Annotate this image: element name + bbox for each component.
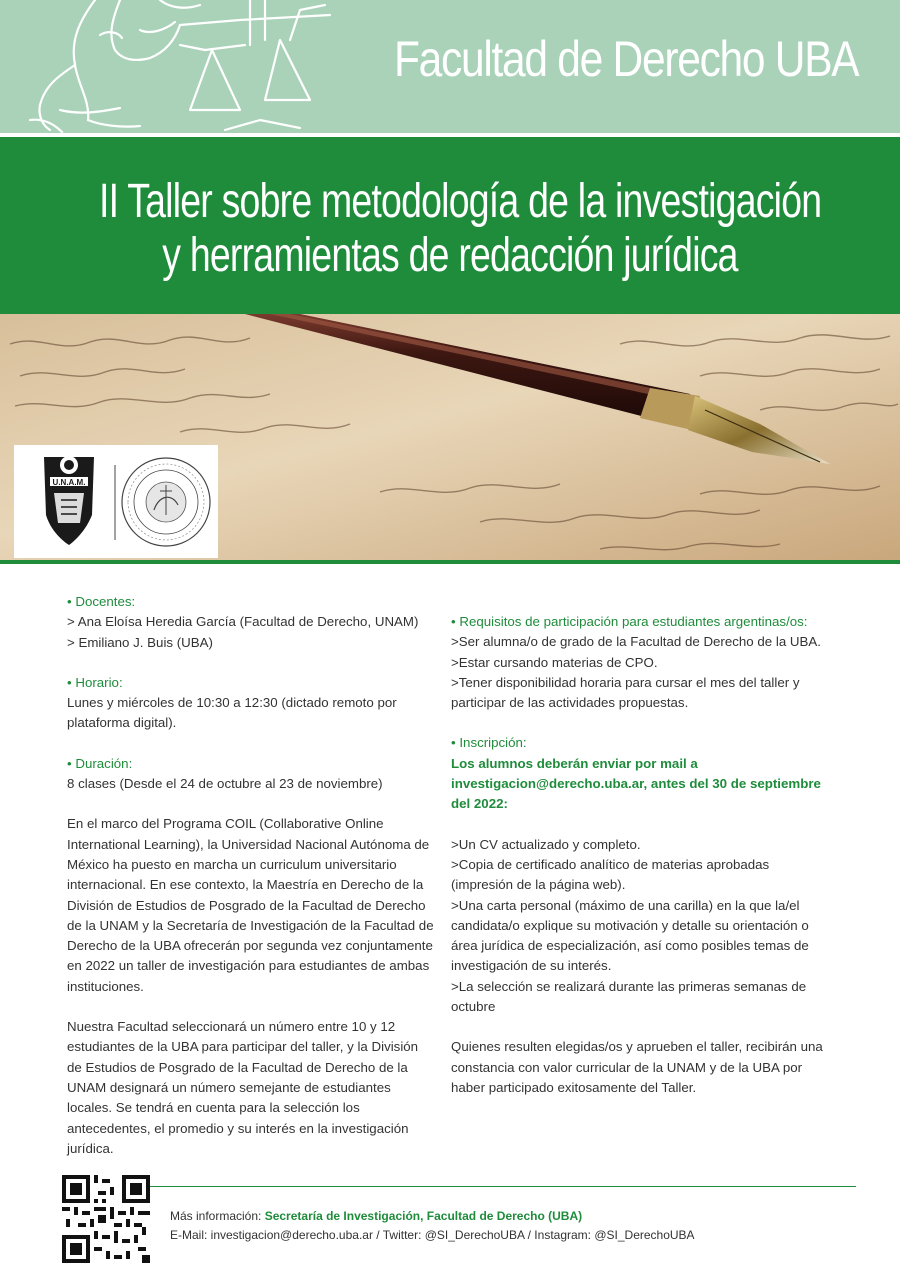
logos-panel [14, 445, 218, 558]
paragraph-line: jurídica. [67, 1140, 114, 1156]
paragraph-line: de la UNAM y la Secretaría de Investigación de la Facultad de [67, 917, 434, 933]
right-column [451, 612, 831, 1098]
inscripcion-item: >Un CV actualizado y completo. [451, 836, 641, 852]
inscripcion-instruction: Los alumnos deberán enviar por mail a [451, 755, 698, 771]
unam-logo [44, 456, 94, 545]
left-column [67, 592, 442, 1159]
inscripcion-item: octubre [451, 999, 496, 1015]
paragraph-line: de Estudios de Posgrado de la Facultad de Derecho de la [67, 1059, 408, 1075]
inscripcion-item: candidata/o explique su motivación y detalle su orientación o [451, 917, 809, 933]
paragraph-line: Derecho de la UBA ofrecerán por segunda vez conjuntamente [67, 938, 433, 954]
footer-divider [150, 1186, 856, 1187]
header-band [0, 0, 900, 133]
inscripcion-item: >Copia de certificado analítico de materias aprobadas [451, 856, 770, 872]
paragraph-line: en 2022 un taller de investigación para estudiantes de ambas [67, 958, 430, 974]
more-info [170, 1209, 582, 1223]
contact-line[interactable]: E-Mail: investigacion@derecho.uba.ar / Twitter: @SI_DerechoUBA / Instagram: @SI_DerechoUBA [170, 1228, 695, 1242]
docente-item: > Emiliano J. Buis (UBA) [67, 634, 213, 650]
duracion-heading: • Duración: [67, 755, 133, 771]
paragraph-coil [67, 814, 442, 997]
paragraph-line: En el marco del Programa COIL (Collaborative Online [67, 816, 384, 832]
paragraph-line: instituciones. [67, 978, 144, 994]
paragraph-selection [67, 1017, 442, 1159]
qr-code[interactable] [62, 1175, 150, 1263]
horario-text: plataforma digital). [67, 715, 177, 731]
requisito-item: >Estar cursando materias de CPO. [451, 654, 658, 670]
uba-seal [122, 458, 210, 546]
paragraph-line: International Learning), la Universidad Nacional Autónoma de [67, 836, 430, 852]
inscripcion-item: (impresión de la página web). [451, 877, 626, 893]
paragraph-line: Nuestra Facultad seleccionará un número entre 10 y 12 [67, 1019, 396, 1035]
requisito-item: >Ser alumna/o de grado de la Facultad de Derecho de la UBA. [451, 634, 821, 650]
paragraph-line: antecedentes, el promedio y su interés en la investigación [67, 1120, 409, 1136]
requisitos-heading: • Requisitos de participación para estudiantes argentinas/os: [451, 614, 808, 629]
paragraph-line: estudiantes de la UBA para participar del taller, y la División [67, 1039, 419, 1055]
title-band [0, 137, 900, 314]
inscripcion-item: área jurídica de especialización, así como posibles temas de [451, 938, 809, 954]
closing-line: haber participado exitosamente del Taller. [451, 1079, 697, 1095]
duracion-text: 8 clases (Desde el 24 de octubre al 23 de noviembre) [67, 776, 383, 792]
requisito-item: >Tener disponibilidad horaria para cursar el mes del taller y [451, 674, 800, 690]
paragraph-line: División de Estudios de Posgrado de la Facultad de Derecho [67, 897, 426, 913]
paragraph-line: México ha puesto en marcha un curriculum universitario [67, 856, 397, 872]
inscripcion-deadline: del 2022: [451, 796, 508, 812]
paragraph-line: locales. Se tendrá en cuenta para la selección los [67, 1100, 360, 1116]
paragraph-line: UNAM designará un número semejante de estudiantes [67, 1079, 391, 1095]
more-info-label: Más información: [170, 1209, 265, 1223]
faculty-title: Facultad de Derecho UBA [393, 31, 858, 87]
inscripcion-item: >Una carta personal (máximo de una carilla) en la que la/el [451, 897, 800, 913]
inscripcion-email[interactable]: investigacion@derecho.uba.ar, antes del 30 de septiembre [451, 776, 821, 792]
docente-item: > Ana Eloísa Heredia García (Facultad de Derecho, UNAM) [67, 614, 419, 630]
horario-text: Lunes y miércoles de 10:30 a 12:30 (dictado remoto por [67, 695, 397, 711]
paragraph-line: internacional. En ese contexto, la Maestría en Derecho de la [67, 877, 424, 893]
divider [0, 560, 900, 564]
requisito-item: participar de las actividades propuestas. [451, 695, 689, 711]
workshop-title-line-2: y herramientas de redacción jurídica [162, 229, 738, 282]
closing-line: constancia con valor curricular de la UNAM y de la UBA por [451, 1059, 803, 1075]
inscripcion-heading: • Inscripción: [451, 735, 527, 751]
svg-text:U.N.A.M.: U.N.A.M. [52, 478, 86, 487]
closing-line: Quienes resulten elegidas/os y aprueben el taller, recibirán una [451, 1039, 823, 1055]
more-info-value: Secretaría de Investigación, Facultad de Derecho (UBA) [264, 1209, 583, 1223]
docentes-heading: • Docentes: [67, 594, 136, 609]
inscripcion-item: >La selección se realizará durante las primeras semanas de [451, 978, 807, 994]
horario-heading: • Horario: [67, 674, 123, 690]
inscripcion-item: investigación de su interés. [451, 958, 612, 974]
workshop-title-line-1: II Taller sobre metodología de la investigación [99, 175, 822, 228]
